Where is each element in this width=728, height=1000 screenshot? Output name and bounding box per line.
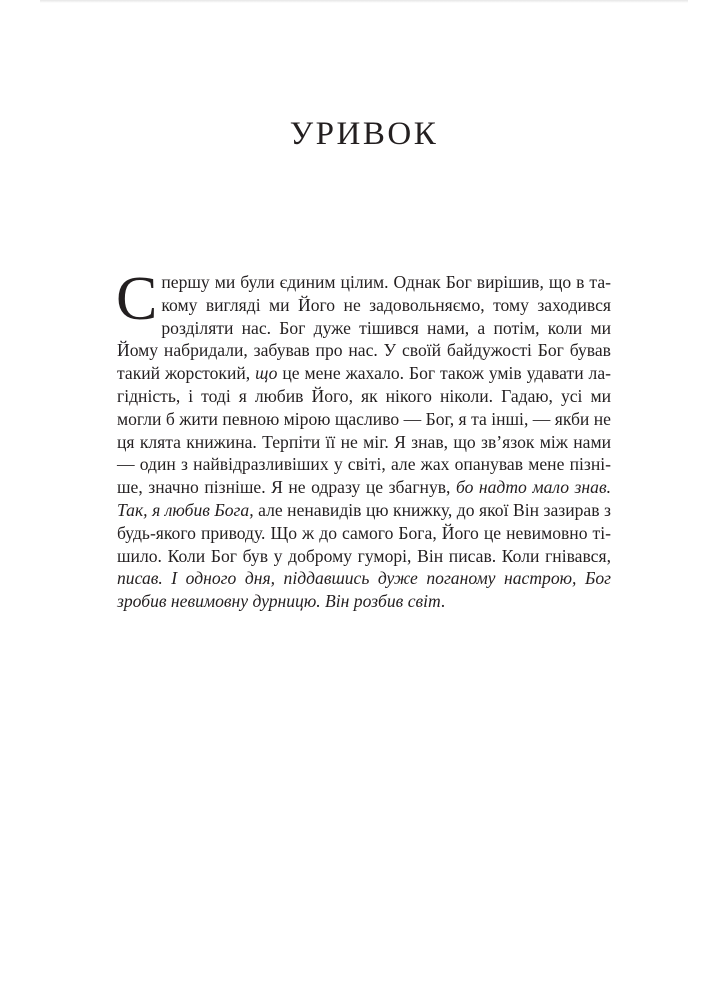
page-top-edge [40,0,688,3]
text-segment: але ненавидів цю книжку, до якої Він зазирав з будь-якого приводу. Що ж до самого Бога, Його це невимовно тішило. Коли Бог був у доброму гуморі, Він писав. Коли гнівався, [117,499,611,566]
text-segment: . [440,591,446,612]
text-segment: першу ми були єдиним цілим. Однак Бог вирішив, що в такому вигляді ми Його не задовольняємо, тому заходився розділяти нас. Бог дуже тішився нами, а потім, коли ми Йому набридали, забував про нас. У своїй байдужості Бог бував такий жорстокий, [117,272,611,384]
chapter-title: УРИВОК [289,116,439,152]
italic-text-segment: писав. І одного дня, піддавшись дуже поганому настрою, Бог зробив невимовну дурницю. Він розбив світ [117,568,611,612]
excerpt-paragraph [116,265,611,613]
text-segment: це мене жахало. Бог також умів удавати лагідність, і тоді я любив Його, як нікого ніколи. Гадаю, усі ми могли б жити певною мірою щасливо — Бог, я та інші, — якби не ця клята книжина. Терпіти її не міг. Я знав, що зв’язок між нами — один з найвідразливіших у світі, але жах опанував мене пізніше, значно пізніше. Я не одразу це збагнув, [117,363,611,498]
italic-text-segment: бо надто мало знав. Так, я любив Бога, [117,477,611,520]
drop-cap: С [116,265,158,333]
italic-text-segment: що [255,363,278,384]
